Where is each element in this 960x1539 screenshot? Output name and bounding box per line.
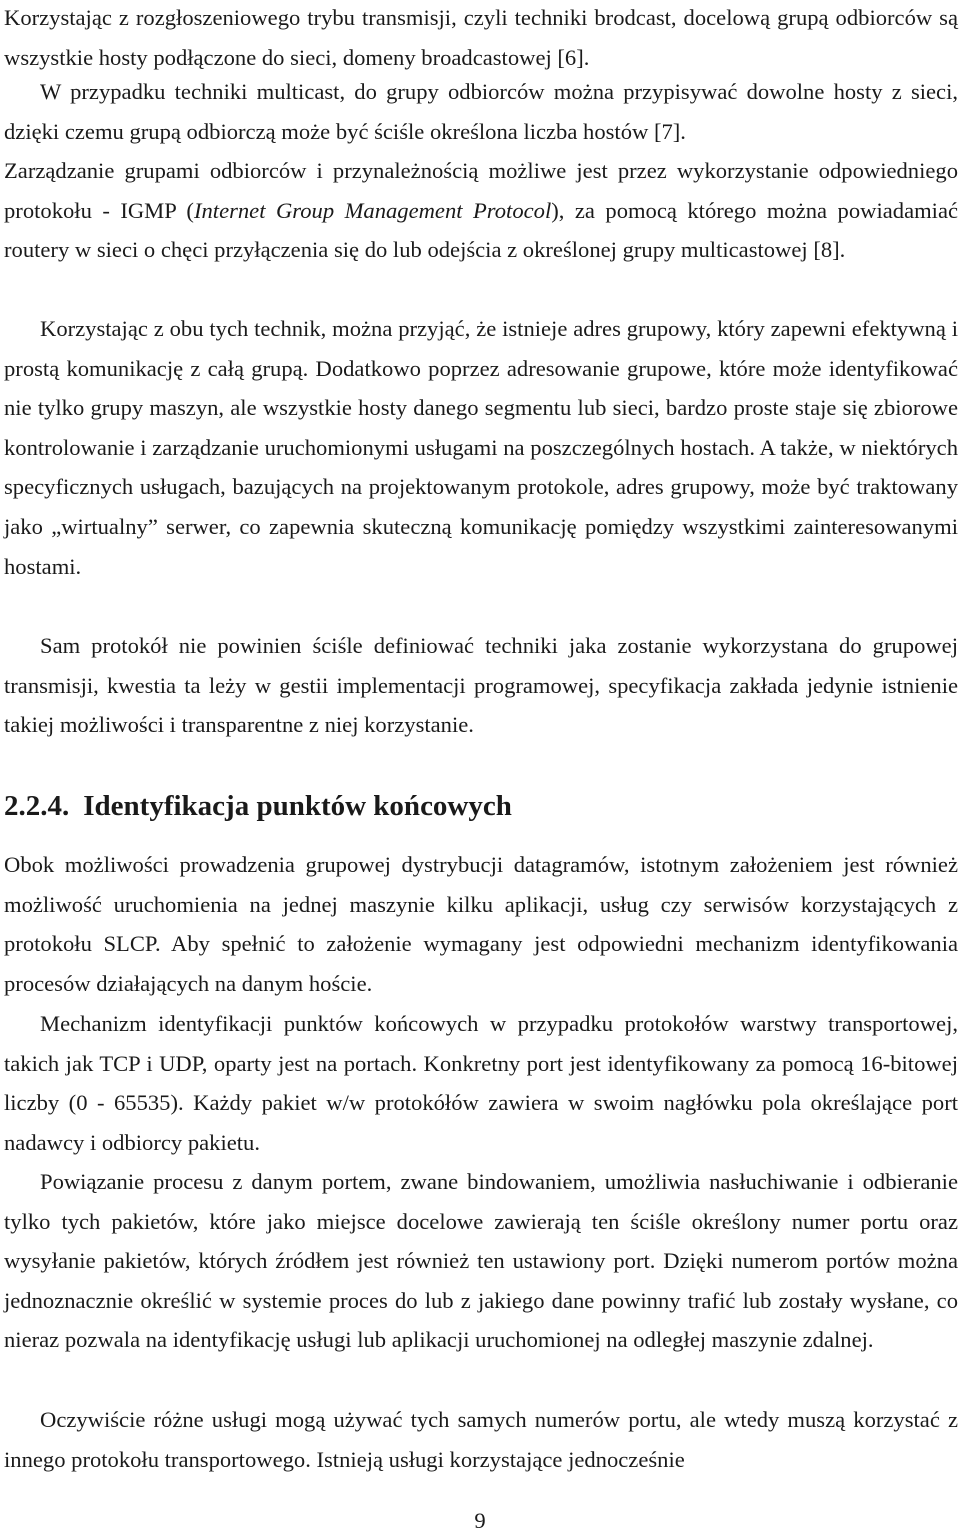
paragraph-endpoints-intro: Obok możliwości prowadzenia grupowej dystrybucji datagramów, istotnym założeniem jest również możliwość uruchomienia na jednej maszynie kilku aplikacji, usług czy serwisów korzystających z protokołu SLCP. Aby spełnić to założenie wymagany jest odpowiedni mechanizm identyfikowania procesów działających na danym hoście. xyxy=(4,852,958,996)
paragraph-protocol-technique: Sam protokół nie powinien ściśle definiować techniki jaka zostanie wykorzystana do grupowej transmisji, kwestia ta leży w gestii implementacji programowej, specyfikacja zakłada jedynie istnienie takiej możliwości i transparentne z niej korzystanie. xyxy=(4,633,958,738)
paragraph-multicast: W przypadku techniki multicast, do grupy odbiorców można przypisywać dowolne hosty z sieci, dzięki czemu grupą odbiorczą może być ściśle określona liczba hostów [7]. xyxy=(4,79,958,144)
paragraph-same-ports: Oczywiście różne usługi mogą używać tych samych numerów portu, ale wtedy muszą korzystać z innego protokołu transportowego. Istnieją usługi korzystające jednocześnie xyxy=(4,1407,958,1472)
section-number: 2.2.4. xyxy=(4,790,70,822)
section-title: Identyfikacja punktów końcowych xyxy=(83,790,512,822)
section-heading xyxy=(4,786,512,826)
page-number: 9 xyxy=(474,1508,486,1533)
igmp-text-start: Zarządzanie grupami odbiorców i przynależnością możliwe jest przez wykorzystanie odpowiedniego protokołu - IGMP ( xyxy=(4,158,958,223)
paragraph-group-address: Korzystając z obu tych technik, można przyjąć, że istnieje adres grupowy, który zapewni efektywną i prostą komunikację z całą grupą. Dodatkowo poprzez adresowanie grupowe, które może identyfikować nie tylko grupy maszyn, ale wszystkie hosty danego segmentu lub sieci, bardzo proste staje się zbiorowe kontrolowanie i zarządzanie uruchomionymi usługami na poszczególnych hostach. A także, w niektórych specyficznych usługach, bazujących na projektowanym protokole, adres grupowy, może być traktowany jako „wirtualny” serwer, co zapewnia skuteczną komunikację pomiędzy wszystkimi zainteresowanymi hostami. xyxy=(4,316,958,579)
paragraph-binding: Powiązanie procesu z danym portem, zwane bindowaniem, umożliwia nasłuchiwanie i odbieranie tylko tych pakietów, które jako miejsce docelowe zawierają ten ściśle określony numer portu oraz wysyłanie pakietów, których źródłem jest również ten ustawiony port. Dzięki numerom portów można jednoznacznie określić w systemie proces do lub z jakiego dane powinny trafić lub zostały wysłane, co nieraz pozwala na identyfikację usługi lub aplikacji uruchomionej na odległej maszynie zdalnej. xyxy=(4,1169,958,1353)
igmp-expansion-italic: Internet Group Management Protocol xyxy=(193,197,552,223)
paragraph-ports-mechanism: Mechanizm identyfikacji punktów końcowych w przypadku protokołów warstwy transportowej, takich jak TCP i UDP, oparty jest na portach. Konkretny port jest identyfikowany za pomocą 16-bitowej liczby (0 - 65535). Każdy pakiet w/w protokółów zawiera w swoim nagłówku pola określające port nadawcy i odbiorcy pakietu. xyxy=(4,1011,958,1155)
paragraph-igmp xyxy=(4,151,958,270)
paragraph-broadcast: Korzystając z rozgłoszeniowego trybu transmisji, czyli techniki brodcast, docelową grupą odbiorców są wszystkie hosty podłączone do sieci, domeny broadcastowej [6]. xyxy=(4,5,958,70)
igmp-text-end: ), za pomocą którego można powiadamiać routery w sieci o chęci przyłączenia się do lub odejścia z określonej grupy multicastowej [8]. xyxy=(4,197,958,263)
